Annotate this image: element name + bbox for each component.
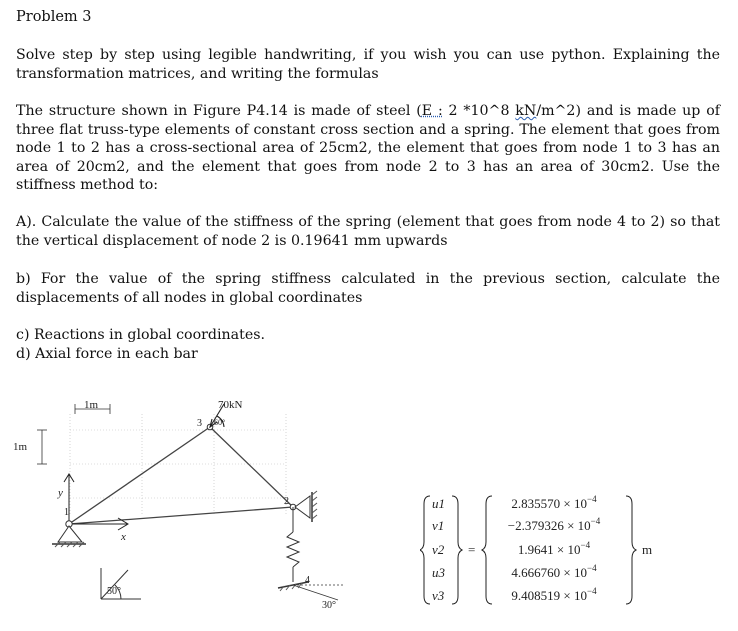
brace-right-values [626, 496, 636, 604]
modulus-label: E : [421, 103, 443, 119]
statement-before-e: The structure shown in Figure P4.14 is made of steel ( [16, 103, 422, 119]
label-u1: u1 [432, 496, 445, 511]
value-v2-mantissa: 1.9641 × 10 [517, 542, 581, 557]
truss-members [69, 427, 293, 524]
dimension-left [37, 430, 47, 464]
parts-c-d [16, 326, 720, 363]
value-u3-exp: −4 [587, 563, 597, 573]
part-b: b) For the value of the spring stiffness calculated in the previous section, calculate the displacements of all nodes in global coordinates [16, 271, 720, 306]
label-v3: v3 [432, 588, 445, 603]
angle-30-label: 30° [322, 600, 336, 611]
support-node-2 [295, 491, 317, 522]
value-v1-mantissa: −2.379326 × 10 [507, 518, 591, 533]
value-u1 [511, 494, 597, 511]
unit-label: m [642, 542, 653, 557]
instructions-paragraph: Solve step by step using legible handwriting, if you wish you can use python. Explaining the transformation matrices, and writing the formulas [16, 47, 720, 82]
value-v2 [518, 540, 591, 557]
label-v2: v2 [432, 542, 445, 557]
axis-y-label: y [58, 487, 63, 499]
node-4-label: 4 [305, 575, 310, 586]
value-u1-mantissa: 2.835570 × 10 [511, 496, 588, 511]
support-node-1 [52, 526, 86, 547]
brace-right-labels [452, 496, 462, 604]
part-c: c) Reactions in global coordinates. [16, 327, 266, 343]
truss-figure [0, 392, 420, 631]
value-v1 [508, 516, 601, 533]
angle-50-label: 50° [107, 586, 121, 597]
node-1-label: 1 [64, 507, 69, 518]
value-v2-exp: −4 [580, 540, 591, 550]
value-v3 [511, 586, 597, 603]
part-a: A). Calculate the value of the stiffness of the spring (element that goes from node 4 to 2) so that the vertical displacement of node 2 is 0.19641 mm upwards [16, 214, 720, 249]
value-v3-mantissa: 9.408519 × 10 [511, 588, 588, 603]
equals-sign: = [468, 542, 476, 557]
part-d: d) Axial force in each bar [16, 345, 198, 362]
member-1-2 [69, 507, 293, 524]
value-u3 [511, 563, 597, 580]
label-v1: v1 [432, 518, 445, 533]
value-u3-mantissa: 4.666760 × 10 [511, 565, 588, 580]
problem-title: Problem 3 [16, 9, 92, 25]
value-v3-exp: −4 [587, 586, 597, 596]
dim-top-label: 1m [84, 399, 99, 411]
load-label: 70kN [218, 399, 243, 411]
problem-statement [16, 102, 720, 195]
spring-element [287, 507, 299, 582]
label-u3: u3 [432, 565, 445, 580]
node-3-label: 3 [197, 418, 202, 429]
dim-left-label: 1m [13, 441, 28, 453]
member-2-3 [210, 427, 293, 507]
node-2-label: 2 [284, 496, 289, 507]
load-angle-label: 60° [214, 418, 226, 427]
displacement-vector [420, 492, 660, 612]
value-v1-exp: −4 [590, 516, 601, 526]
spring-support [278, 582, 345, 600]
unit-kn: kN [515, 103, 537, 119]
brace-left-values [482, 496, 492, 604]
axis-x-label: x [121, 531, 126, 543]
value-u1-exp: −4 [587, 494, 597, 504]
brace-left-labels [420, 496, 430, 604]
modulus-value: 2 *10^8 [442, 103, 516, 119]
statement-rest: /m^2) and is made up of three flat truss-type elements of constant cross section and a spring. The element that goes from node 1 to 2 has a cross-sectional area of 25cm2, the element that goes from node 1 to 3 has an area of 20cm2, and the element that goes from node 2 to 3 has an area of 30cm2. Use the stiffness method to: [16, 103, 720, 193]
member-1-3 [69, 427, 210, 524]
